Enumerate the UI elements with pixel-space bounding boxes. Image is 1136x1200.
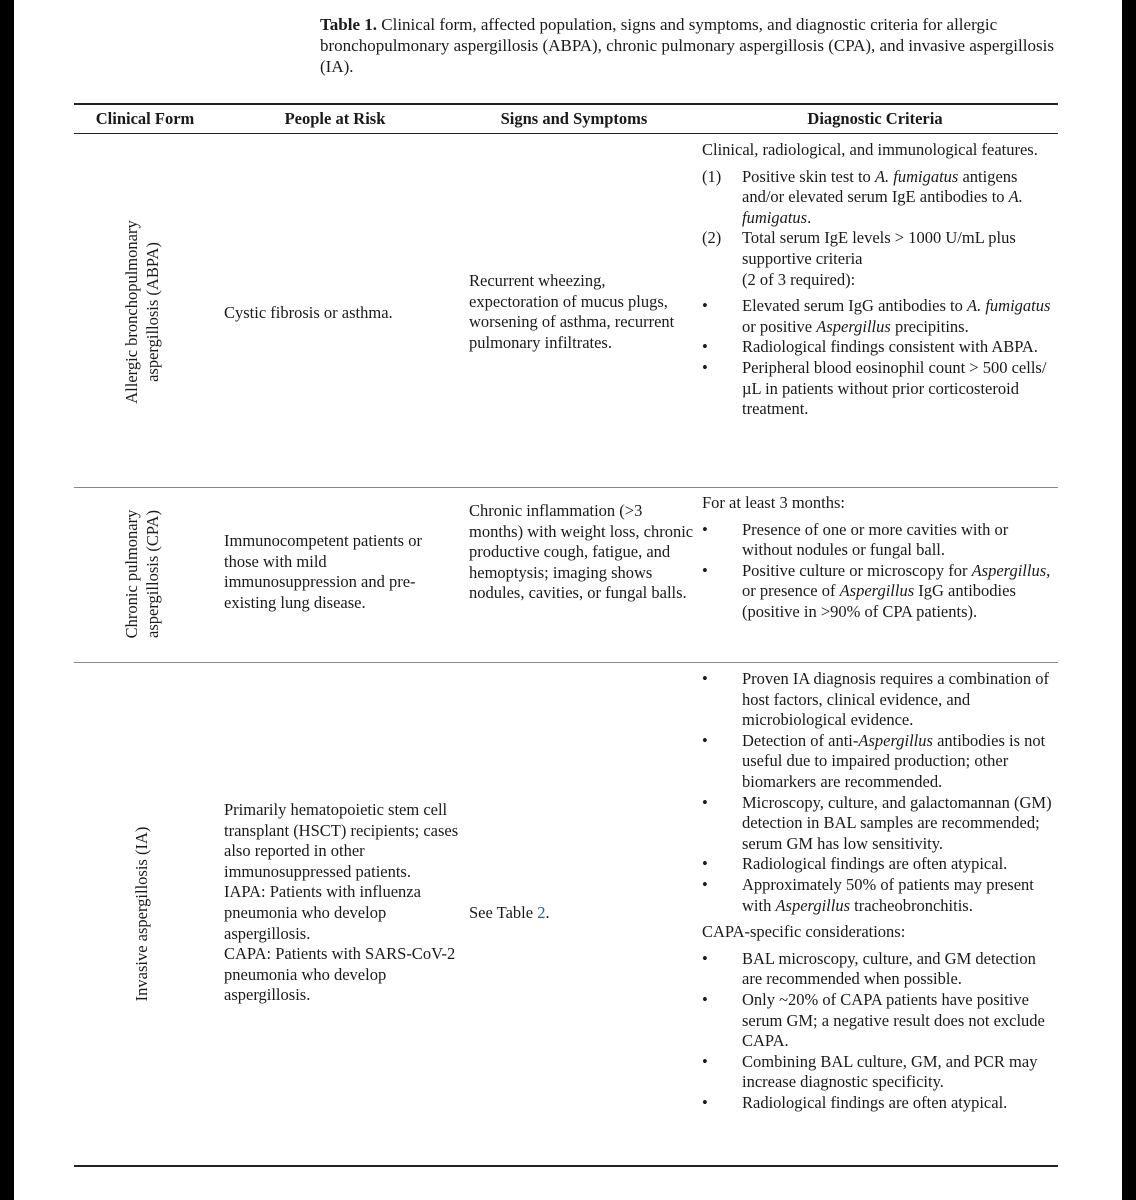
header-people-at-risk: People at Risk [284, 109, 386, 128]
table-reference-link[interactable]: 2 [537, 903, 546, 922]
list-item [702, 337, 1058, 358]
people-at-risk-abpa: Cystic fibrosis or asthma. [224, 303, 393, 322]
text-run: BAL microscopy, culture, and GM detection are recommended when possible. [742, 948, 1036, 989]
bullet-list [702, 296, 1058, 420]
text-run: (2 of 3 required): [742, 269, 856, 289]
text-run: Peripheral blood eosinophil count > 500 cells/µL in patients without prior corticosteroid treatment. [742, 357, 1047, 419]
signs-symptoms-cpa: Chronic inflammation (>3 months) with weight loss, chronic productive cough, fatigue, and hemoptysis; imaging shows nodules, cavities, or fungal balls. [469, 501, 694, 603]
clinical-form-cpa [122, 424, 166, 724]
bullet: • [702, 874, 708, 894]
list-item [702, 1093, 1058, 1114]
row-divider [74, 487, 1058, 488]
text-run: Presence of one or more cavities with or without nodules or fungal ball. [742, 519, 1009, 560]
list-item [702, 167, 1058, 229]
list-item [702, 1052, 1058, 1093]
list-item [702, 875, 1058, 916]
text-run: Positive culture or microscopy for [742, 560, 972, 580]
genus-name: Aspergillus [775, 895, 851, 915]
bullet: • [702, 519, 708, 539]
form-line: Chronic pulmonary [122, 509, 141, 639]
risk-text: CAPA: Patients with SARS-CoV-2 pneumonia who develop aspergillosis. [224, 944, 456, 1005]
list-number: (2) [702, 228, 722, 248]
text-run: Radiological findings are often atypical. [742, 854, 1008, 874]
bullet: • [702, 792, 708, 812]
bullet: • [702, 948, 708, 968]
list-item [702, 731, 1058, 793]
text-run: antibodies is not useful due to impaired production; other biomarkers are recommended. [742, 730, 1046, 791]
numbered-list [702, 167, 1058, 291]
text-run: Positive skin test to [742, 166, 875, 186]
bullet-list [702, 669, 1058, 916]
genus-name: Aspergillus [839, 581, 915, 601]
diagnostic-criteria-abpa [702, 140, 1058, 420]
text-run: Radiological findings are often atypical. [742, 1092, 1008, 1112]
list-item [702, 793, 1058, 855]
people-at-risk-cpa: Immunocompetent patients or those with mild immunosuppression and pre-existing lung disease. [224, 531, 422, 612]
text-run: See Table [469, 903, 538, 922]
text-run: . [807, 207, 812, 227]
text-run: antigens and/or elevated serum IgE antibodies to [742, 166, 1018, 207]
form-line: aspergillosis (ABPA) [142, 242, 162, 382]
list-item [702, 669, 1058, 731]
text-run: Combining BAL culture, GM, and PCR may increase diagnostic specificity. [742, 1051, 1038, 1092]
list-item [702, 949, 1058, 990]
genus-name: Aspergillus [971, 560, 1047, 580]
people-at-risk-ia [224, 800, 462, 1006]
species-name: A. fumigatus [966, 296, 1051, 316]
header-clinical-form: Clinical Form [95, 109, 195, 128]
criteria-intro: Clinical, radiological, and immunological features. [702, 140, 1038, 159]
text-run: Approximately 50% of patients may present with [742, 874, 1034, 915]
bullet: • [702, 296, 708, 316]
genus-name: Aspergillus [816, 316, 891, 336]
text-run: Elevated serum IgG antibodies to [742, 296, 967, 316]
bullet: • [702, 560, 708, 580]
genus-name: Aspergillus [858, 730, 933, 750]
species-name: A. fumigatus [742, 187, 1023, 227]
bullet: • [702, 1092, 708, 1112]
bullet: • [702, 989, 708, 1009]
text-run: IgG antibodies (positive in >90% of CPA patients). [742, 581, 1016, 621]
signs-symptoms-abpa: Recurrent wheezing, expectoration of mucus plugs, worsening of asthma, recurrent pulmonary infiltrates. [469, 271, 675, 352]
text-run: Proven IA diagnosis requires a combination of host factors, clinical evidence, and microbiological evidence. [742, 669, 1050, 730]
header-diagnostic-criteria: Diagnostic Criteria [807, 109, 943, 128]
text-run: Radiological findings consistent with ABPA. [742, 337, 1038, 357]
list-item [702, 990, 1058, 1052]
list-item [702, 296, 1058, 337]
text-run: . [545, 903, 550, 922]
bullet: • [702, 337, 708, 357]
bullet-list [702, 949, 1058, 1114]
form-line: aspergillosis (CPA) [142, 510, 162, 638]
risk-text: Primarily hematopoietic stem cell transplant (HSCT) recipients; cases also reported in other immunosuppressed patients. [224, 800, 459, 881]
list-item [702, 854, 1058, 875]
table-bottom-rule [74, 1165, 1058, 1167]
text-run: , or presence of [742, 560, 1051, 601]
header-signs-symptoms: Signs and Symptoms [500, 109, 648, 128]
text-run: tracheobronchitis. [850, 895, 973, 915]
caption-label: Table 1. [320, 15, 378, 34]
species-name: A. fumigatus [874, 166, 959, 186]
bullet: • [702, 730, 708, 750]
text-run: Detection of anti- [742, 730, 859, 750]
bullet: • [702, 854, 708, 874]
bullet-list [702, 520, 1058, 623]
text-run: Microscopy, culture, and galactomannan (GM) detection in BAL samples are recommended; serum GM has low sensitivity. [742, 792, 1052, 853]
document-page [14, 0, 1122, 1200]
list-item [702, 358, 1058, 420]
list-item [702, 561, 1058, 623]
table-top-rule [74, 103, 1058, 105]
row-divider [74, 662, 1058, 663]
bullet: • [702, 1051, 708, 1071]
caption-text: Clinical form, affected population, signs and symptoms, and diagnostic criteria for allergic bronchopulmonary aspergillosis (ABPA), chronic pulmonary aspergillosis (CPA), and invasive aspergillosis (IA). [320, 15, 1054, 76]
diagnostic-criteria-ia [702, 669, 1058, 1113]
diagnostic-criteria-cpa [702, 493, 1058, 623]
table-caption [320, 14, 1056, 77]
bullet: • [702, 669, 708, 688]
clinical-form-abpa [122, 162, 166, 462]
form-line: Invasive aspergillosis (IA) [132, 826, 151, 1002]
list-number: (1) [702, 166, 722, 186]
list-item [702, 228, 1058, 290]
text-run: or positive [742, 316, 817, 336]
text-run: Only ~20% of CAPA patients have positive serum GM; a negative result does not exclude CAPA. [742, 989, 1045, 1051]
capa-intro: CAPA-specific considerations: [702, 922, 906, 942]
clinical-form-ia [132, 764, 156, 1064]
criteria-intro: For at least 3 months: [702, 493, 845, 512]
text-run: Total serum IgE levels > 1000 U/mL plus supportive criteria [742, 228, 1016, 268]
bullet: • [702, 357, 708, 377]
signs-symptoms-ia [469, 903, 694, 924]
risk-text: IAPA: Patients with influenza pneumonia who develop aspergillosis. [224, 882, 421, 943]
text-run: precipitins. [890, 316, 969, 336]
form-line: Allergic bronchopulmonary [122, 220, 141, 404]
list-item [702, 520, 1058, 561]
header-rule [74, 133, 1058, 134]
